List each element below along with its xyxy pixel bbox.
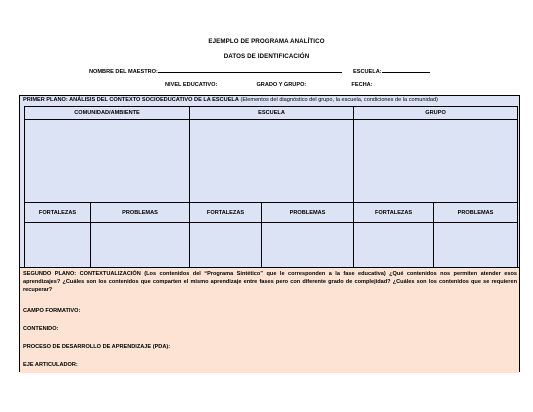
- subheader-problemas-grupo: PROBLEMAS: [434, 203, 518, 223]
- nivel-label: NIVEL EDUCATIVO:: [165, 82, 218, 88]
- column-header-grupo: GRUPO: [354, 107, 518, 120]
- primer-plano-description: (Elementos del diagnóstico del grupo, la escuela, condiciones de la comunidad): [238, 97, 438, 103]
- document-title: EJEMPLO DE PROGRAMA ANALÍTICO: [208, 38, 325, 45]
- eje-articulador-label: EJE ARTICULADOR:: [23, 362, 78, 368]
- contenido-label: CONTENIDO:: [23, 326, 59, 332]
- analytic-program-frame: [19, 95, 520, 372]
- identification-row-1: [89, 67, 430, 75]
- fortalezas-escuela-cell[interactable]: [190, 223, 262, 270]
- segundo-plano-text: SEGUNDO PLANO: CONTEXTUALIZACIÓN (Los contenidos del “Programa Sintético” que le corresponden a la fase educativa) ¿Qué contenidos nos permiten atender esos aprendizajes? ¿Cuáles son los contenidos que comparten el mismo aprendizaje entre fases pero con diferente grado de complejidad? ¿Cuáles son los contenidos que se requieren recuperar?: [23, 271, 517, 293]
- subheader-problemas-escuela: PROBLEMAS: [262, 203, 354, 223]
- column-header-comunidad: COMUNIDAD/AMBIENTE: [25, 107, 190, 120]
- fortalezas-comunidad-cell[interactable]: [25, 223, 91, 270]
- subheader-fortalezas-comunidad: FORTALEZAS: [25, 203, 91, 223]
- escuela-field[interactable]: [382, 67, 430, 73]
- primer-plano-title: PRIMER PLANO: ANÁLISIS DEL CONTEXTO SOCIOEDUCATIVO DE LA ESCUELA: [23, 97, 239, 103]
- column-header-escuela: ESCUELA: [190, 107, 354, 120]
- escuela-input-cell[interactable]: [190, 120, 354, 203]
- primer-plano-section: [20, 96, 519, 267]
- subheader-problemas-comunidad: PROBLEMAS: [91, 203, 190, 223]
- fecha-label: FECHA:: [351, 82, 373, 88]
- subheader-fortalezas-escuela: FORTALEZAS: [190, 203, 262, 223]
- fortalezas-grupo-cell[interactable]: [354, 223, 434, 270]
- document-subtitle: DATOS DE IDENTIFICACIÓN: [223, 53, 310, 60]
- subheader-fortalezas-grupo: FORTALEZAS: [354, 203, 434, 223]
- problemas-grupo-cell[interactable]: [434, 223, 518, 270]
- pda-label: PROCESO DE DESARROLLO DE APRENDIZAJE (PDA):: [23, 344, 171, 350]
- context-analysis-table: [24, 106, 518, 270]
- problemas-escuela-cell[interactable]: [262, 223, 354, 270]
- grupo-input-cell[interactable]: [354, 120, 518, 203]
- escuela-label: ESCUELA:: [353, 69, 382, 75]
- segundo-plano-section: [20, 267, 519, 373]
- identification-row-2: [165, 82, 373, 88]
- problemas-comunidad-cell[interactable]: [91, 223, 190, 270]
- campo-formativo-label: CAMPO FORMATIVO:: [23, 308, 81, 314]
- primer-plano-heading: [23, 97, 438, 103]
- maestro-label: NOMBRE DEL MAESTRO:: [89, 69, 158, 75]
- maestro-field[interactable]: [158, 67, 342, 73]
- comunidad-input-cell[interactable]: [25, 120, 190, 203]
- grado-label: GRADO Y GRUPO:: [256, 82, 307, 88]
